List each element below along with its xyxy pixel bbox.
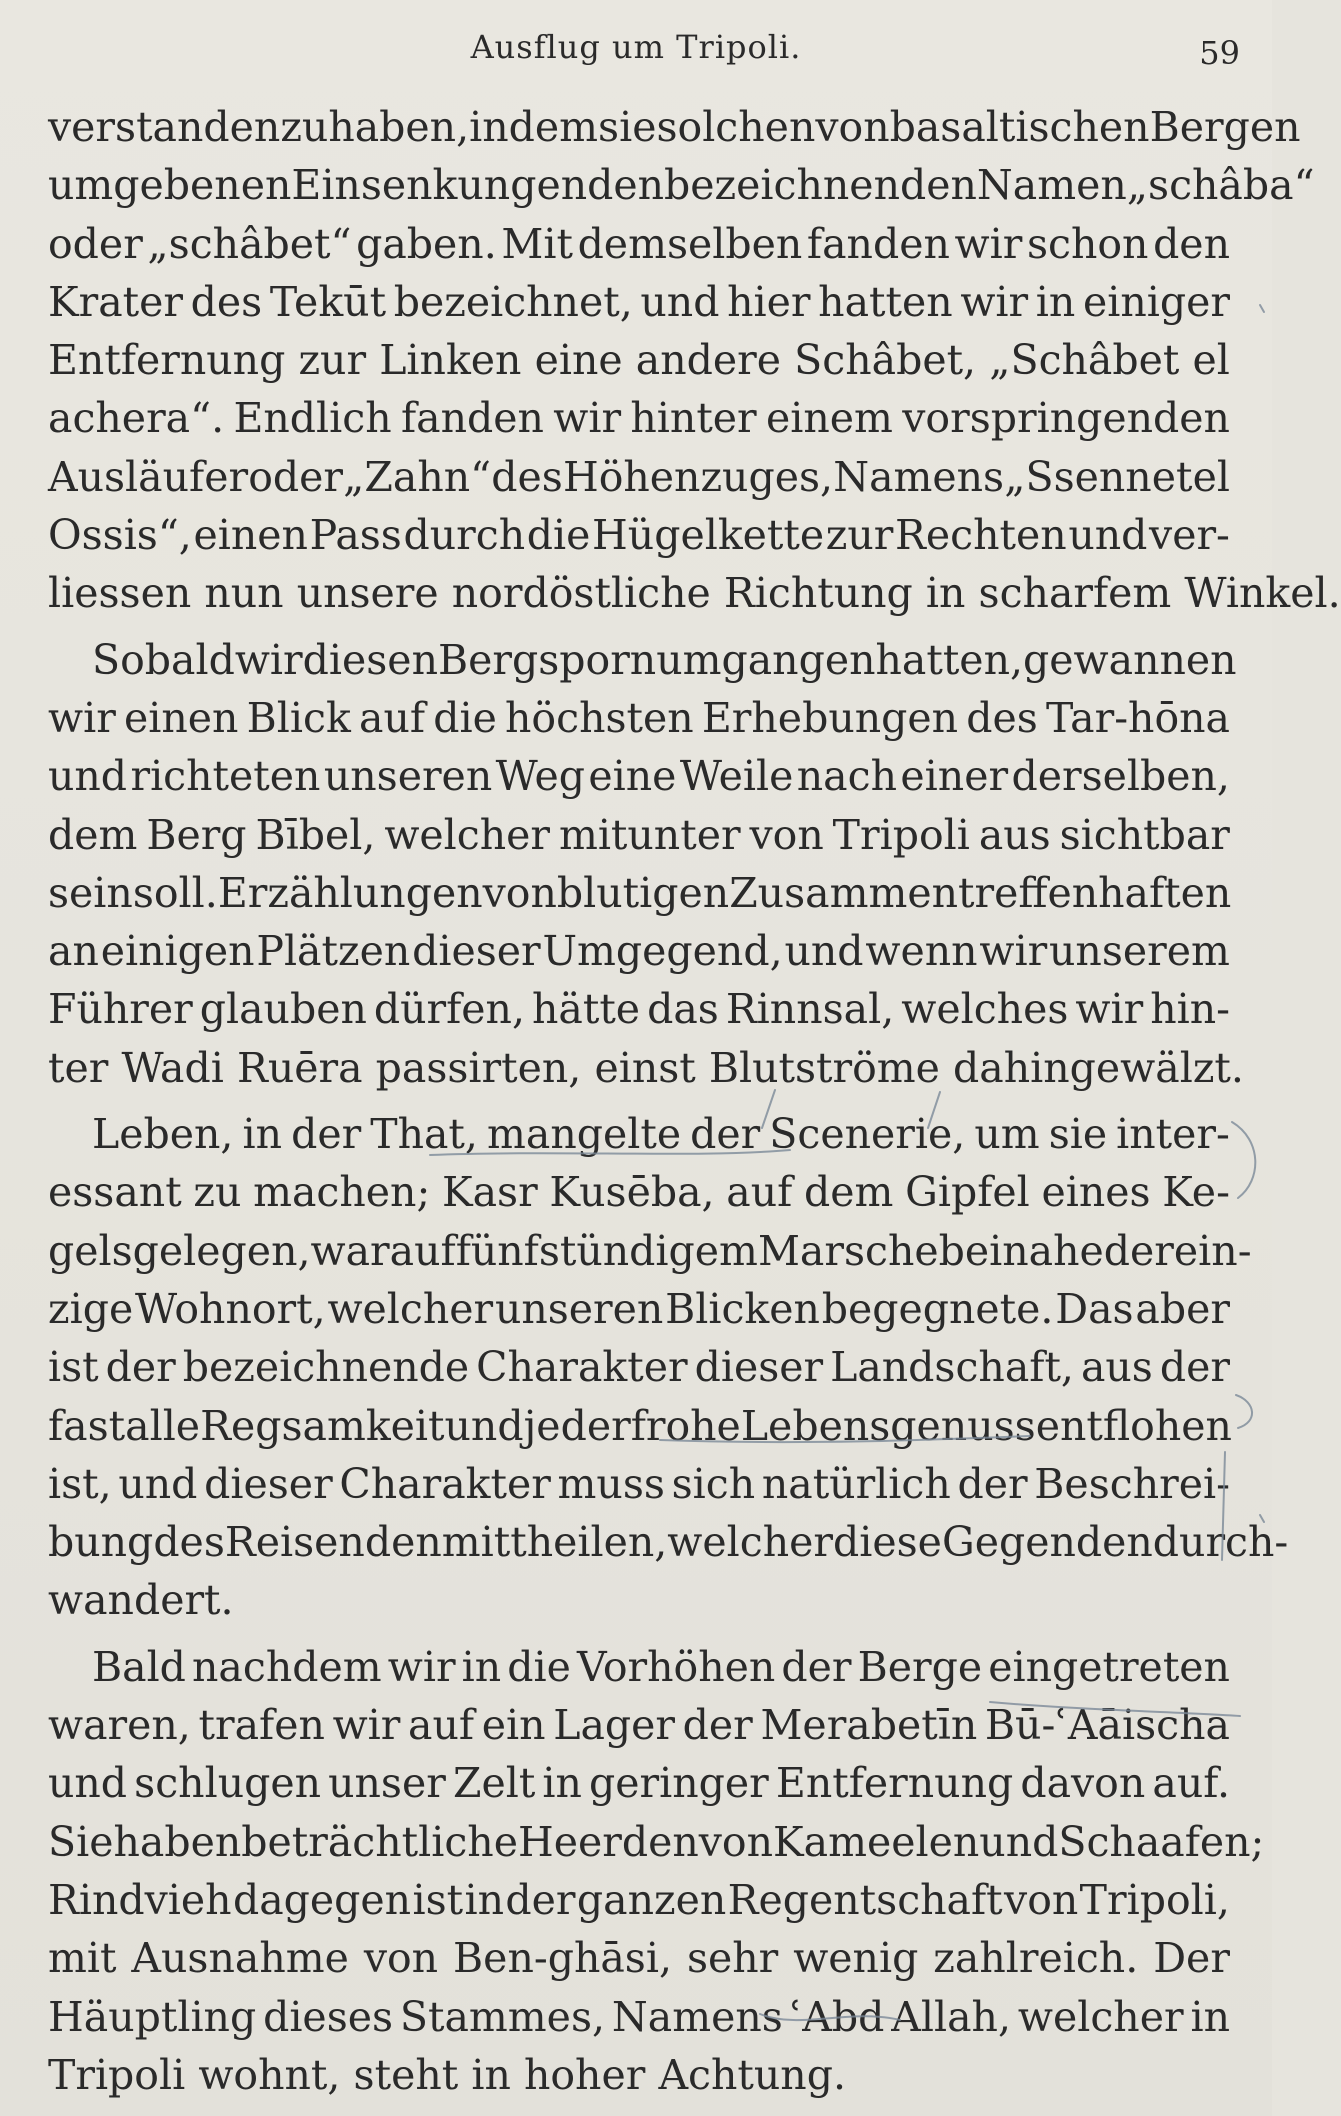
text-line: bung des Reisenden mittheilen, welcher diese Gegenden durch-: [48, 1518, 1289, 1567]
paragraph-gap: [48, 1630, 1230, 1638]
paragraph-gap: [48, 1097, 1230, 1105]
text-line: Tripoli wohnt, steht in hoher Achtung.: [48, 2050, 846, 2099]
running-header: [0, 28, 1272, 84]
page-number: 59: [1199, 34, 1240, 72]
paragraph: [48, 1105, 1289, 1630]
text-line: waren, trafen wir auf ein Lager der Merabetīn Bū-ʿAāischa: [48, 1701, 1230, 1750]
text-line: und richteten unseren Weg eine Weile nach einer derselben,: [48, 752, 1230, 801]
text-line: Ossis“, einen Pass durch die Hügelkette zur Rechten und ver-: [48, 511, 1230, 560]
text-line: achera“. Endlich fanden wir hinter einem vorspringenden: [48, 394, 1230, 443]
text-line: an einigen Plätzen dieser Umgegend, und wenn wir unserem: [48, 927, 1230, 976]
text-line: liessen nun unsere nordöstliche Richtung in scharfem Winkel.: [48, 569, 1341, 618]
text-line: mit Ausnahme von Ben-ghāsi, sehr wenig zahlreich. Der: [48, 1934, 1230, 1983]
text-line: umgebenen Einsenkungen den bezeichnenden Namen „schâba“: [48, 161, 1315, 210]
text-line: oder „schâbet“ gaben. Mit demselben fanden wir schon den: [48, 219, 1230, 268]
text-line: fast alle Regsamkeit und jeder frohe Lebensgenuss entflohen: [48, 1401, 1232, 1450]
text-line: zige Wohnort, welcher unseren Blicken begegnete. Das aber: [48, 1284, 1230, 1333]
text-line: verstanden zu haben, indem sie solchen von basaltischen Bergen: [48, 103, 1301, 151]
text-line: ist, und dieser Charakter muss sich natürlich der Beschrei-: [48, 1459, 1230, 1508]
running-title: Ausflug um Tripoli.: [470, 28, 802, 66]
text-line: Entfernung zur Linken eine andere Schâbet, „Schâbet el: [48, 336, 1230, 385]
text-line: Sobald wir diesen Bergsporn umgangen hatten, gewannen: [92, 635, 1237, 684]
text-line: Rindvieh dagegen ist in der ganzen Regentschaft von Tripoli,: [48, 1875, 1230, 1924]
text-line: gels gelegen, war auf fünfstündigem Marsche beinahe der ein-: [48, 1226, 1252, 1275]
text-line: dem Berg Bībel, welcher mitunter von Tripoli aus sichtbar: [48, 810, 1230, 859]
text-line: ist der bezeichnende Charakter dieser Landschaft, aus der: [48, 1343, 1230, 1392]
paragraph: [48, 98, 1341, 623]
paragraph-gap: [48, 623, 1230, 631]
text-line: Führer glauben dürfen, hätte das Rinnsal, welches wir hin-: [48, 985, 1230, 1034]
text-line: wandert.: [48, 1576, 234, 1625]
text-line: und schlugen unser Zelt in geringer Entfernung davon auf.: [48, 1759, 1230, 1808]
text-line: Ausläufer oder „Zahn“ des Höhenzuges, Namens „Ssennet el: [48, 452, 1230, 501]
paragraph: [48, 631, 1244, 1097]
text-line: sein soll. Erzählungen von blutigen Zusammentreffen haften: [48, 868, 1232, 917]
text-line: Bald nachdem wir in die Vorhöhen der Berge eingetreten: [92, 1642, 1230, 1691]
text-line: Krater des Tekūt bezeichnet, und hier hatten wir in einiger: [48, 277, 1230, 326]
text-line: Häuptling dieses Stammes, Namens ʿAbd Allah, welcher in: [48, 1992, 1230, 2041]
paragraph: [48, 1638, 1265, 2104]
text-line: Leben, in der That, mangelte der Scenerie, um sie inter-: [92, 1110, 1230, 1159]
text-line: essant zu machen; Kasr Kusēba, auf dem Gipfel eines Ke-: [48, 1168, 1230, 1217]
text-line: Sie haben beträchtliche Heerden von Kameelen und Schaafen;: [48, 1817, 1265, 1866]
text-line: ter Wadi Ruēra passirten, einst Blutströme dahingewälzt.: [48, 1043, 1244, 1092]
text-body: [48, 98, 1341, 2104]
text-line: wir einen Blick auf die höchsten Erhebungen des Tar-hōna: [48, 693, 1230, 742]
